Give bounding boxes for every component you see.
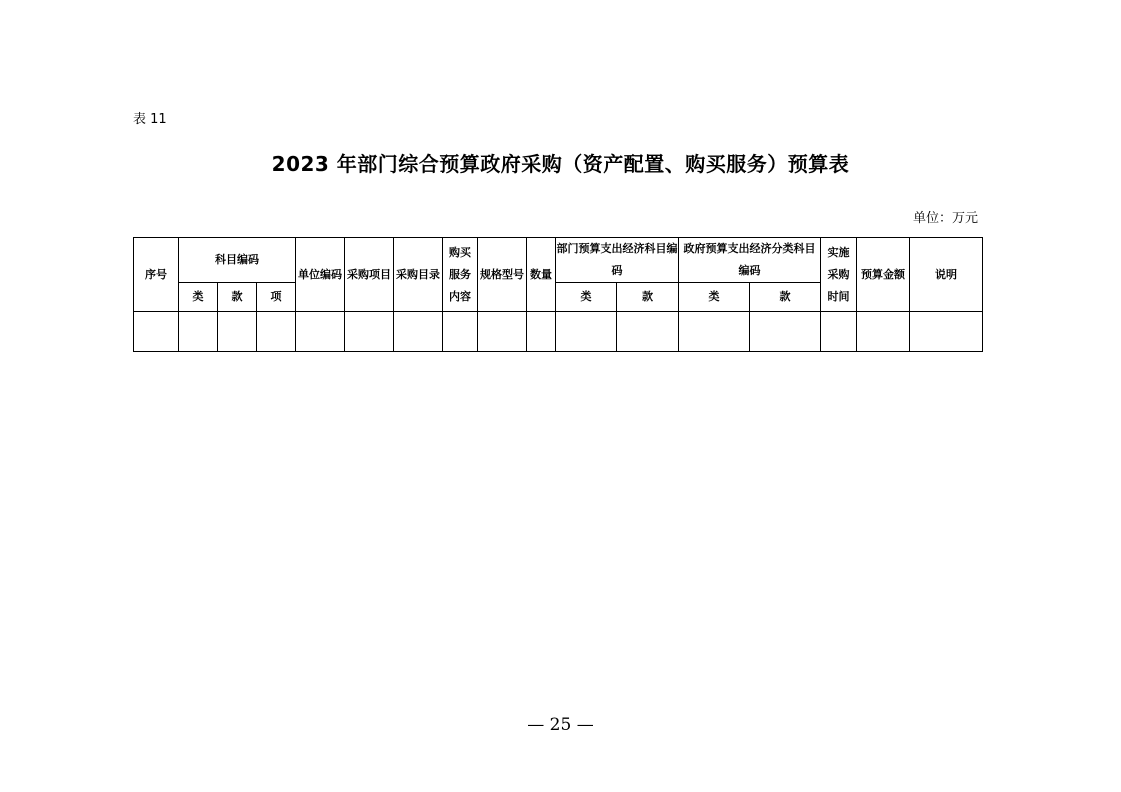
- cell-service-content: [443, 312, 478, 352]
- cell-purchase-catalog: [394, 312, 443, 352]
- page-number: — 25 —: [527, 715, 594, 735]
- cell-unit-code: [296, 312, 345, 352]
- header-note: 说明: [910, 238, 983, 312]
- cell-quantity: [527, 312, 556, 352]
- cell-budget-amount: [857, 312, 910, 352]
- cell-kuan: [218, 312, 257, 352]
- document-title: 2023 年部门综合预算政府采购（资产配置、购买服务）预算表: [271, 152, 850, 176]
- header-service-content: 购买服务内容: [443, 238, 478, 312]
- header-purchase-catalog: 采购目录: [394, 238, 443, 312]
- header-xiang: 项: [257, 283, 296, 312]
- cell-purchase-item: [345, 312, 394, 352]
- header-seq: 序号: [134, 238, 179, 312]
- cell-spec-model: [478, 312, 527, 352]
- header-subject-code: 科目编码: [179, 238, 296, 283]
- table-row: [134, 312, 983, 352]
- cell-impl-time: [821, 312, 857, 352]
- header-unit-code: 单位编码: [296, 238, 345, 312]
- header-dept-econ-code: 部门预算支出经济科目编码: [556, 238, 679, 283]
- header-spec-model: 规格型号: [478, 238, 527, 312]
- cell-dept-kuan: [617, 312, 679, 352]
- table-label: 表 11: [133, 112, 167, 127]
- header-budget-amount: 预算金额: [857, 238, 910, 312]
- header-dept-lei: 类: [556, 283, 617, 312]
- cell-note: [910, 312, 983, 352]
- header-purchase-item: 采购项目: [345, 238, 394, 312]
- cell-seq: [134, 312, 179, 352]
- unit-label: 单位：万元: [912, 211, 978, 226]
- cell-dept-lei: [556, 312, 617, 352]
- header-quantity: 数量: [527, 238, 556, 312]
- header-dept-kuan: 款: [617, 283, 679, 312]
- procurement-budget-table: [133, 237, 983, 352]
- header-gov-kuan: 款: [750, 283, 821, 312]
- cell-gov-kuan: [750, 312, 821, 352]
- header-gov-lei: 类: [679, 283, 750, 312]
- header-gov-econ-code: 政府预算支出经济分类科目编码: [679, 238, 821, 283]
- header-lei: 类: [179, 283, 218, 312]
- cell-gov-lei: [679, 312, 750, 352]
- cell-lei: [179, 312, 218, 352]
- header-impl-time: 实施采购时间: [821, 238, 857, 312]
- header-kuan: 款: [218, 283, 257, 312]
- cell-xiang: [257, 312, 296, 352]
